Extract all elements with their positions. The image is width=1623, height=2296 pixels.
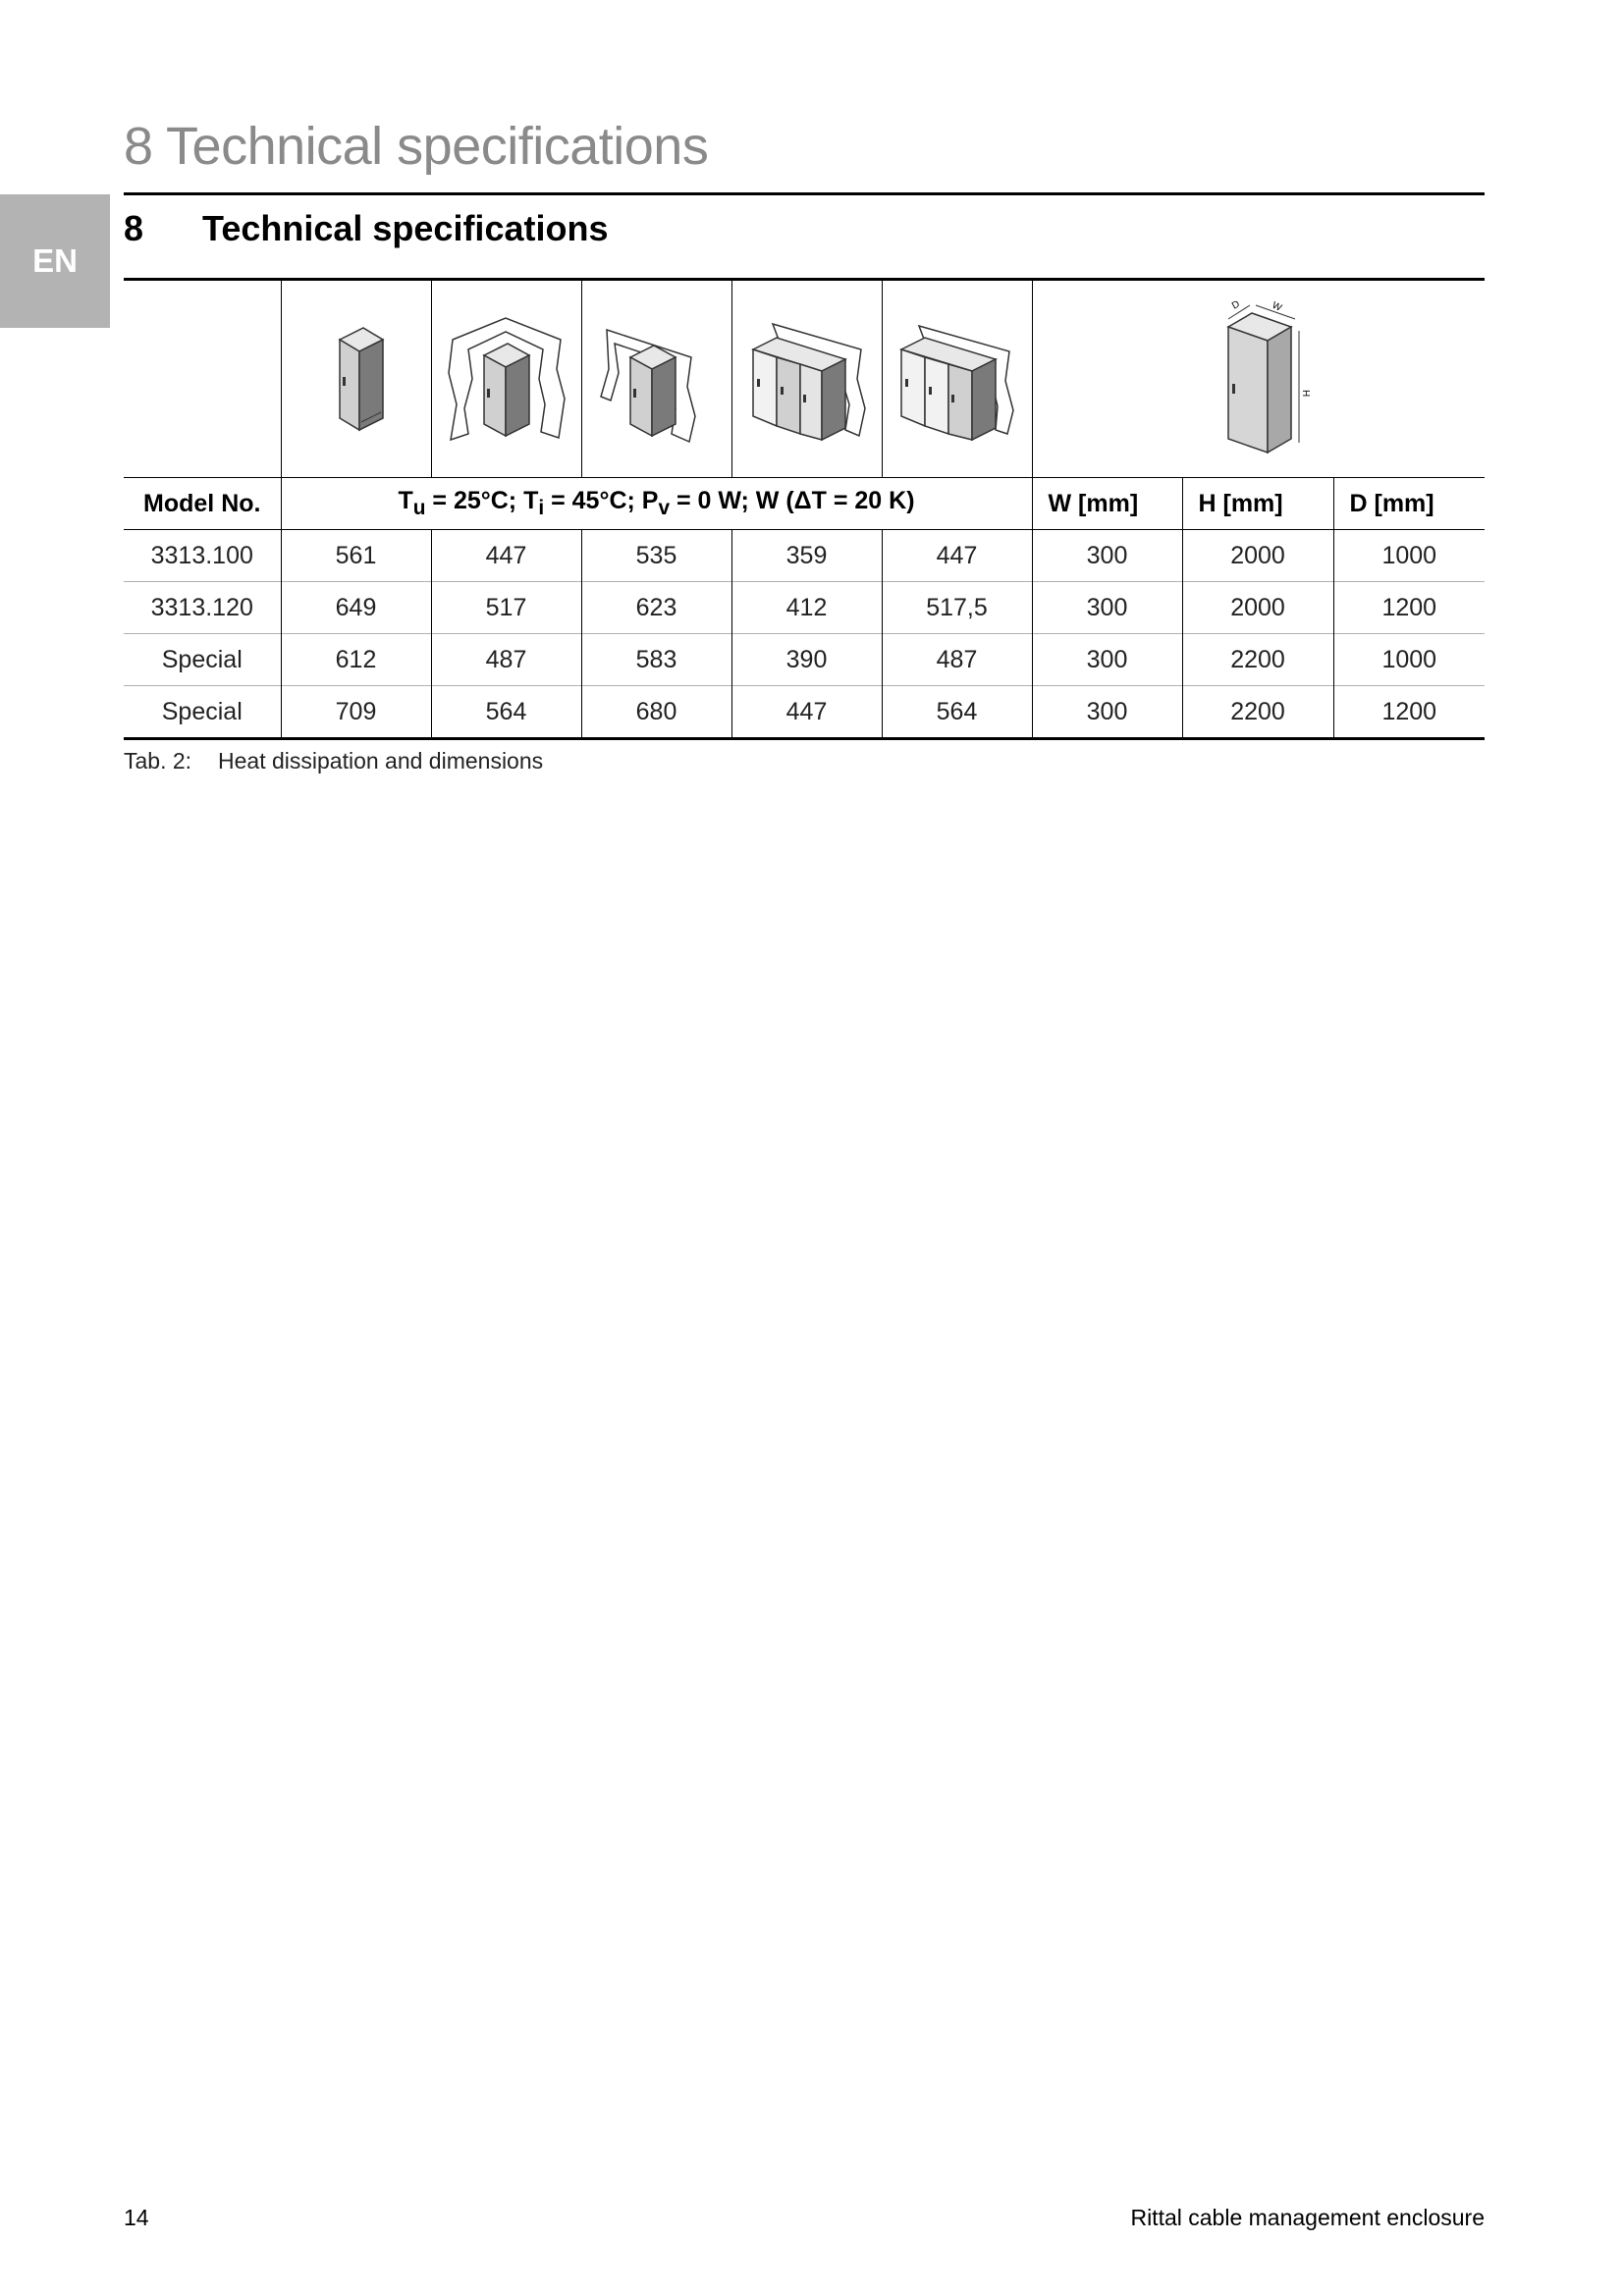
table-header-row	[124, 478, 1485, 530]
table-cell: 623	[581, 582, 731, 634]
language-tab[interactable]: EN	[0, 194, 110, 328]
illustration-cell	[882, 280, 1032, 478]
table-cell: 2200	[1182, 686, 1333, 739]
model-cell: Special	[124, 634, 281, 686]
model-no-header: Model No.	[124, 478, 281, 530]
table-cell: 359	[731, 530, 882, 582]
single-enclosure-icon	[322, 320, 391, 438]
table-caption	[124, 748, 543, 774]
table-cell: 583	[581, 634, 731, 686]
table-cell: 564	[431, 686, 581, 739]
section-number: 8	[124, 208, 144, 248]
table-row	[124, 530, 1485, 582]
heat-dissipation-table	[124, 278, 1485, 740]
illustration-cell	[581, 280, 731, 478]
table-cell: 390	[731, 634, 882, 686]
illustration-cell	[1032, 280, 1485, 478]
table-cell: 487	[882, 634, 1032, 686]
header-divider	[124, 192, 1485, 195]
height-header: H [mm]	[1182, 478, 1333, 530]
table-cell: 300	[1032, 686, 1182, 739]
table-cell: 517	[431, 582, 581, 634]
enclosure-wall-icon	[593, 310, 721, 448]
model-cell: 3313.120	[124, 582, 281, 634]
page-number: 14	[124, 2205, 149, 2230]
table-cell: 447	[882, 530, 1032, 582]
table-row	[124, 686, 1485, 739]
bayed-enclosures-free-icon	[893, 310, 1021, 448]
section-title: Technical specifications	[202, 208, 609, 248]
table-cell: 564	[882, 686, 1032, 739]
model-cell: Special	[124, 686, 281, 739]
table-cell: 1000	[1333, 530, 1485, 582]
table-cell: 649	[281, 582, 431, 634]
conditions-header: $T_u = 25^\circ C$; $T_i = 45^\circ C$; $P_v = 0$ W; W (ΔT = 20 K)	[281, 478, 1032, 530]
table-cell: 300	[1032, 634, 1182, 686]
table-cell: 300	[1032, 582, 1182, 634]
bayed-enclosures-wall-icon	[743, 310, 871, 448]
table-cell: 709	[281, 686, 431, 739]
caption-label: Tab. 2:	[124, 748, 192, 774]
page-header-title: 8 Technical specifications	[124, 117, 709, 176]
table-cell: 517,5	[882, 582, 1032, 634]
height-label: H	[1299, 390, 1311, 398]
width-header: W [mm]	[1032, 478, 1182, 530]
enclosure-corner-wall-icon	[443, 310, 570, 448]
depth-label: D	[1229, 298, 1242, 312]
illustration-row	[124, 280, 1485, 478]
enclosure-dimensions-icon	[1185, 295, 1332, 462]
table-row	[124, 582, 1485, 634]
width-label: W	[1270, 299, 1283, 314]
depth-header: D [mm]	[1333, 478, 1485, 530]
table-cell: 561	[281, 530, 431, 582]
footer-title: Rittal cable management enclosure	[1130, 2205, 1485, 2230]
table-cell: 680	[581, 686, 731, 739]
illustration-cell	[281, 280, 431, 478]
table-cell: 2200	[1182, 634, 1333, 686]
table-cell: 1200	[1333, 582, 1485, 634]
table-cell: 447	[431, 530, 581, 582]
caption-text: Heat dissipation and dimensions	[218, 748, 544, 774]
table-cell: 2000	[1182, 582, 1333, 634]
table-cell: 1200	[1333, 686, 1485, 739]
section-heading	[124, 208, 608, 249]
table-cell: 612	[281, 634, 431, 686]
table-cell: 447	[731, 686, 882, 739]
table-cell: 412	[731, 582, 882, 634]
illustration-cell	[731, 280, 882, 478]
table-cell: 300	[1032, 530, 1182, 582]
table-cell: 2000	[1182, 530, 1333, 582]
table-cell: 487	[431, 634, 581, 686]
blank-cell	[124, 280, 281, 478]
model-cell: 3313.100	[124, 530, 281, 582]
illustration-cell	[431, 280, 581, 478]
table-cell: 535	[581, 530, 731, 582]
table-row	[124, 634, 1485, 686]
table-cell: 1000	[1333, 634, 1485, 686]
